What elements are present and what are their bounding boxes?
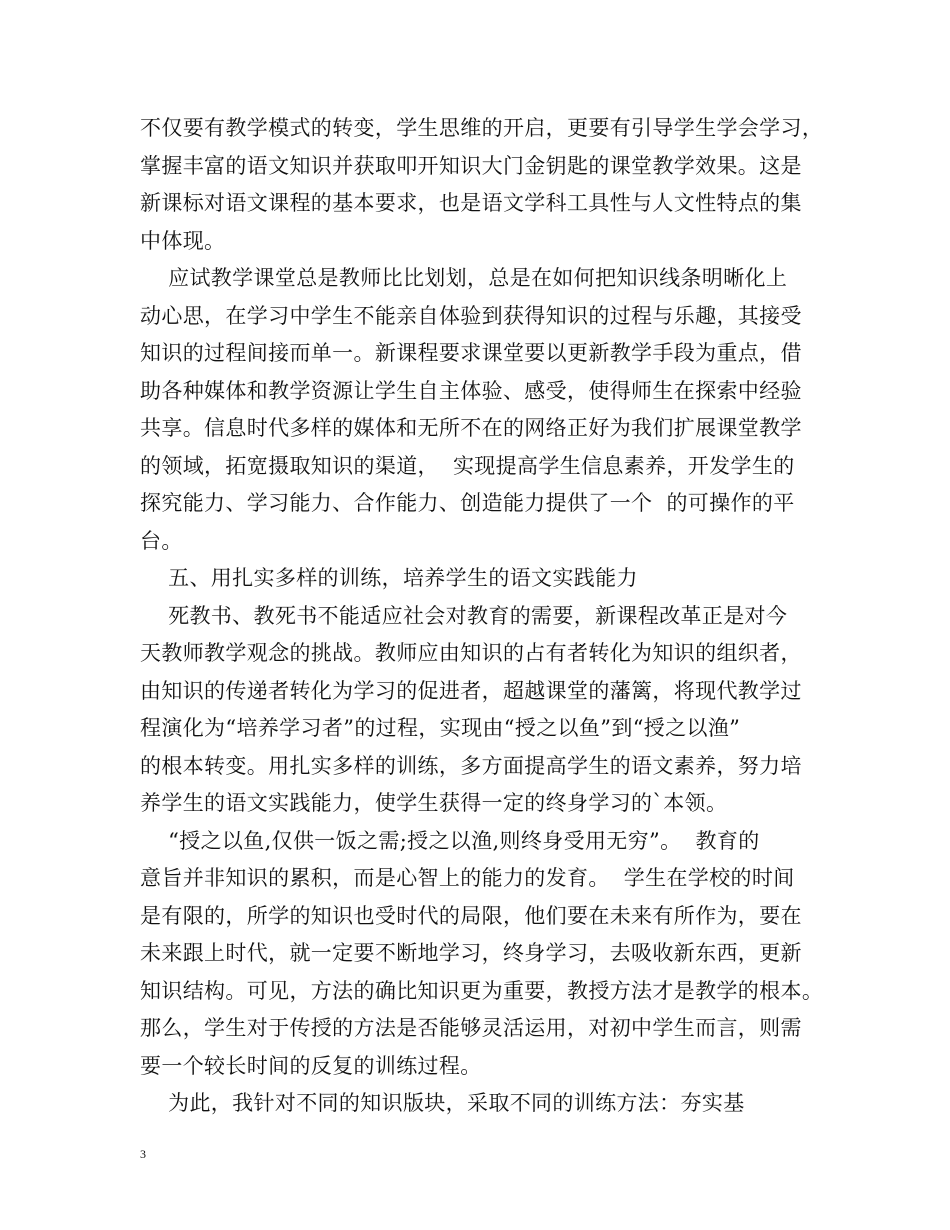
text-line: 要一个较长时间的反复的训练过程。 (140, 1053, 482, 1078)
text-line: 知识结构。可见，方法的确比知识更为重要，教授方法才是教学的根本。 (140, 978, 824, 1003)
text-line: “授之以鱼,仅供一饭之需;授之以渔,则终身受用无穷”。 教育的 (140, 828, 760, 853)
text-line: 不仅要有教学模式的转变，学生思维的开启，更要有引导学生学会学习， (140, 116, 824, 140)
text-line: 应试教学课堂总是教师比比划划，总是在如何把知识线条明晰化上 (140, 266, 788, 290)
text-line: 助各种媒体和教学资源让学生自主体验、感受，使得师生在探索中经验 (140, 378, 802, 403)
text-line: 台。 (140, 528, 183, 553)
text-line: 未来跟上时代，就一定要不断地学习，终身学习，去吸收新东西，更新 (140, 941, 802, 965)
text-line: 那么，学生对于传授的方法是否能够灵活运用，对初中学生而言，则需 (140, 1016, 802, 1040)
text-line: 共享。信息时代多样的媒体和无所不在的网络正好为我们扩展课堂教学 (140, 416, 802, 440)
text-line: 掌握丰富的语文知识并获取叩开知识大门金钥匙的课堂教学效果。这是 (140, 153, 802, 178)
text-line: 动心思，在学习中学生不能亲自体验到获得知识的过程与乐趣，其接受 (140, 303, 802, 328)
text-line: 知识的过程间接而单一。新课程要求课堂要以更新教学手段为重点，借 (140, 341, 802, 365)
text-line: 的领域，拓宽摄取知识的渠道， 实现提高学生信息素养，开发学生的 (140, 453, 795, 478)
body-text (140, 110, 830, 1123)
text-line: 探究能力、学习能力、合作能力、创造能力提供了一个 的可操作的平 (140, 491, 795, 515)
text-line: 死教书、教死书不能适应社会对教育的需要，新课程改革正是对今 (140, 603, 788, 628)
text-line: 是有限的，所学的知识也受时代的局限，他们要在未来有所作为，要在 (140, 903, 802, 928)
text-line: 由知识的传递者转化为学习的促进者，超越课堂的藩篱，将现代教学过 (140, 678, 802, 703)
text-line: 养学生的语文实践能力，使学生获得一定的终身学习的`本领。 (140, 791, 728, 815)
section-heading: 五、用扎实多样的训练，培养学生的语文实践能力 (140, 566, 638, 590)
text-line: 程演化为“培养学习者”的过程，实现由“授之以鱼”到“授之以渔” (140, 716, 741, 740)
text-line: 中体现。 (140, 228, 226, 253)
text-line: 新课标对语文课程的基本要求，也是语文学科工具性与人文性特点的集 (140, 191, 802, 215)
page-number: 3 (140, 1147, 146, 1161)
text-line: 意旨并非知识的累积，而是心智上的能力的发育。 学生在学校的时间 (140, 866, 795, 890)
text-line: 为此，我针对不同的知识版块，采取不同的训练方法：夯实基 (140, 1091, 745, 1115)
text-line: 的根本转变。用扎实多样的训练，多方面提高学生的语文素养，努力培 (140, 753, 802, 778)
text-line: 天教师教学观念的挑战。教师应由知识的占有者转化为知识的组织者， (140, 641, 802, 665)
